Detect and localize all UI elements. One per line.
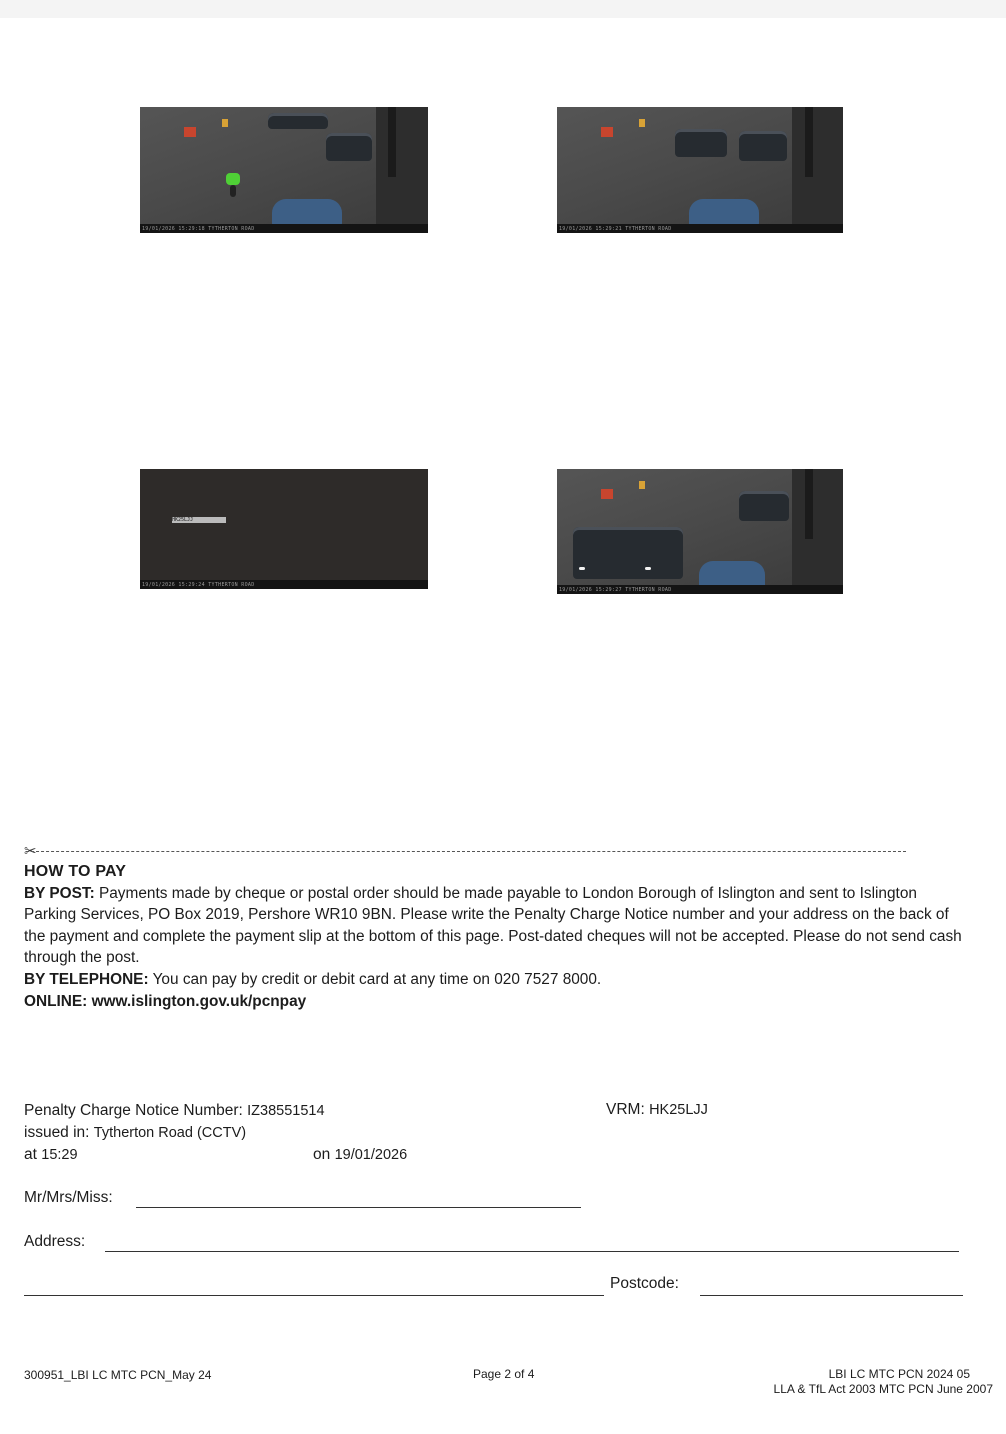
phone-label: BY TELEPHONE: — [24, 970, 149, 988]
online-label: ONLINE: — [24, 992, 88, 1010]
cctv-timestamp: 19/01/2026 15:29:21 TYTHERTON ROAD — [559, 226, 672, 232]
at-value: 15:29 — [41, 1147, 78, 1163]
cctv-timestamp: 19/01/2026 15:29:24 TYTHERTON ROAD — [142, 582, 255, 588]
pcn-label: Penalty Charge Notice Number: — [24, 1102, 243, 1119]
vrm-value: HK25LJJ — [649, 1102, 708, 1118]
postcode-label: Postcode: — [610, 1275, 679, 1292]
footer-reference: 300951_LBI LC MTC PCN_May 24 — [24, 1368, 212, 1382]
page-number: Page 2 of 4 — [473, 1367, 535, 1381]
address-label: Address: — [24, 1233, 86, 1250]
post-label: BY POST: — [24, 884, 95, 902]
cctv-timestamp: 19/01/2026 15:29:27 TYTHERTON ROAD — [559, 587, 672, 593]
on-label: on — [313, 1146, 331, 1163]
vrm-row — [606, 1100, 708, 1120]
address-field-line-1[interactable] — [105, 1251, 959, 1252]
postcode-field[interactable] — [700, 1295, 963, 1296]
scissors-icon: ✂ — [24, 843, 37, 860]
cctv-timestamp: 19/01/2026 15:29:18 TYTHERTON ROAD — [142, 226, 255, 232]
issued-row — [24, 1123, 246, 1143]
address-field-line-2[interactable] — [24, 1295, 604, 1296]
footer-legislation: LLA & TfL Act 2003 MTC PCN June 2007 — [773, 1382, 993, 1396]
pcn-number-row — [24, 1101, 325, 1121]
at-label: at — [24, 1146, 37, 1163]
time-row — [24, 1145, 78, 1165]
footer-form-code: LBI LC MTC PCN 2024 05 — [828, 1367, 970, 1381]
online-link[interactable]: www.islington.gov.uk/pcnpay — [91, 992, 307, 1010]
pcn-value: IZ38551514 — [247, 1103, 325, 1119]
cctv-image-2 — [557, 107, 843, 233]
issued-value: Tytherton Road (CCTV) — [93, 1125, 247, 1141]
date-row — [313, 1145, 407, 1165]
pay-by-telephone — [24, 969, 964, 991]
how-to-pay-heading: HOW TO PAY — [24, 863, 127, 880]
cctv-image-1 — [140, 107, 428, 233]
on-value: 19/01/2026 — [334, 1147, 408, 1163]
scan-edge — [0, 0, 1006, 18]
name-label: Mr/Mrs/Miss: — [24, 1189, 113, 1206]
pay-online — [24, 991, 964, 1013]
vrm-label: VRM: — [606, 1101, 645, 1118]
issued-label: issued in: — [24, 1124, 90, 1141]
post-text: Payments made by cheque or postal order should be made payable to London Borough of Islington and sent to Islington Parking Services, PO Box 2019, Pershore WR10 9BN. Please write the Penalty Charge Notice number and your address on the back of the payment and complete the payment slip at the bottom of this page. Post-dated cheques will not be accepted. Please do not send cash through the post. — [24, 884, 962, 967]
name-field[interactable] — [136, 1207, 581, 1208]
pay-by-post — [24, 883, 964, 969]
how-to-pay-section — [24, 861, 964, 1012]
cctv-image-3 — [140, 469, 428, 589]
phone-text: You can pay by credit or debit card at any time on 020 7527 8000. — [152, 970, 602, 988]
number-plate-crop: HK25LJJ — [172, 517, 226, 523]
cctv-image-4 — [557, 469, 843, 594]
cut-here-line — [26, 851, 906, 852]
